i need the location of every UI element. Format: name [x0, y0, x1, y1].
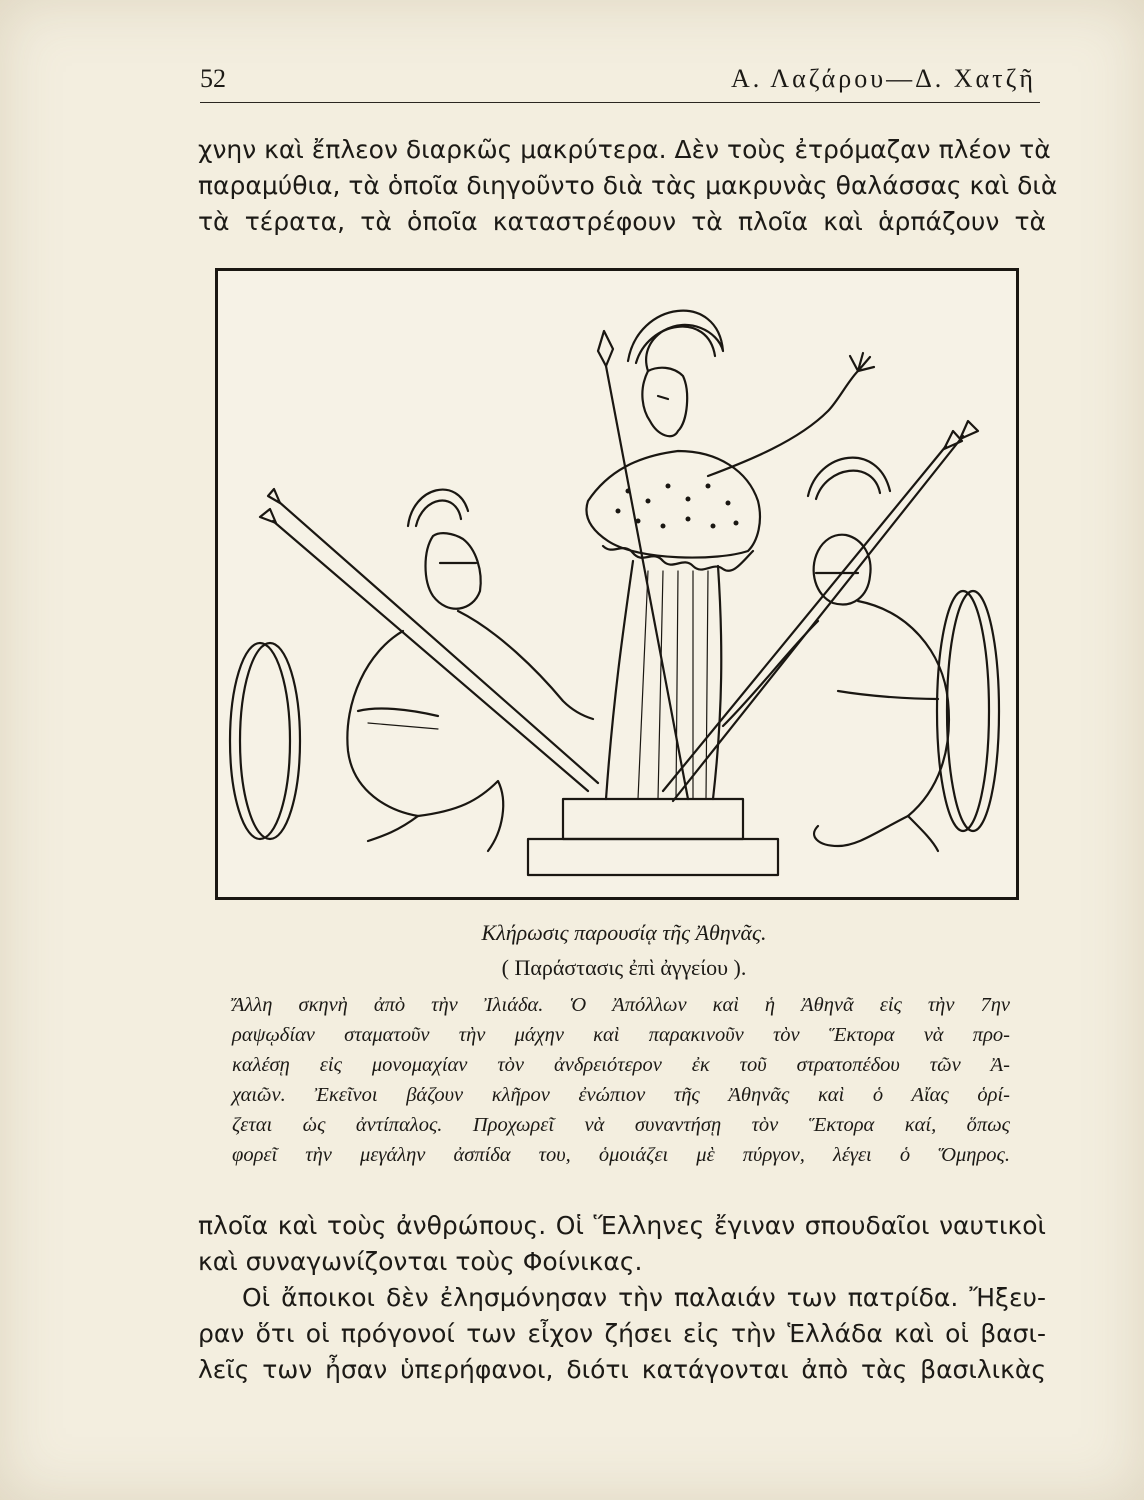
caption-line: καλέσῃ εἰς μονομαχίαν τὸν ἀνδρειότερον ἐκ τοῦ στρατοπέδου τῶν Ἀ- — [232, 1054, 1010, 1076]
running-title: Α. Λαζάρου—Δ. Χατζῆ — [730, 64, 1036, 93]
text-line: λεῖς των ἦσαν ὑπερήφανοι, διότι κατάγονται ἀπὸ τὰς βασιλικὰς — [198, 1355, 1046, 1384]
figure-caption-title: Κλήρωσις παρουσίᾳ τῆς Ἀθηνᾶς. — [481, 920, 767, 945]
text-line: ραν ὅτι οἱ πρόγονοί των εἶχον ζήσει εἰς τὴν Ἑλλάδα καὶ οἱ βασι- — [198, 1319, 1046, 1348]
vase-illustration — [215, 268, 1019, 900]
caption-line: ζεται ὡς ἀντίπαλος. Προχωρεῖ νὰ συναντήσῃ τὸν Ἕκτορα καί, ὅπως — [232, 1114, 1010, 1136]
left-warrior — [230, 489, 598, 851]
figure-caption-subtitle: ( Παράστασις ἐπὶ ἀγγείου ). — [501, 955, 747, 980]
athena-figure — [586, 311, 874, 799]
page-header — [200, 62, 1040, 103]
text-line: παραμύθια, τὰ ὁποῖα διηγοῦντο διὰ τὰς μακρυνὰς θαλάσσας καὶ διὰ — [198, 171, 1058, 200]
caption-line: Ἄλλη σκηνὴ ἀπὸ τὴν Ἰλιάδα. Ὁ Ἀπόλλων καὶ ἡ Ἀθηνᾶ εἰς τὴν 7ην — [232, 994, 1010, 1016]
page-number: 52 — [200, 64, 226, 93]
caption-line: φορεῖ τὴν μεγάλην ἀσπίδα του, ὁμοιάζει μὲ πύργον, λέγει ὁ Ὅμηρος. — [232, 1144, 1010, 1166]
paragraph-bottom — [198, 1208, 1046, 1388]
text-line: τὰ τέρατα, τὰ ὁποῖα καταστρέφουν τὰ πλοῖα καὶ ἁρπάζουν τὰ — [198, 207, 1046, 236]
paragraph-top — [198, 132, 1058, 240]
text-line: καὶ συναγωνίζονται τοὺς Φοίνικας. — [198, 1247, 643, 1276]
caption-line: χαιῶν. Ἐκεῖνοι βάζουν κλῆρον ἐνώπιον τῆς Ἀθηνᾶς καὶ ὁ Αἴας ὁρί- — [232, 1084, 1010, 1106]
figure-caption-text — [232, 990, 1010, 1170]
text-line: χνην καὶ ἔπλεον διαρκῶς μακρύτερα. Δὲν τοὺς ἐτρόμαζαν πλέον τὰ — [198, 135, 1051, 164]
text-line: πλοῖα καὶ τοὺς ἀνθρώπους. Οἱ Ἕλληνες ἔγιναν σπουδαῖοι ναυτικοὶ — [198, 1211, 1046, 1240]
text-line: Οἱ ἄποικοι δὲν ἐλησμόνησαν τὴν παλαιάν των πατρίδα. Ἤξευ- — [242, 1283, 1046, 1312]
caption-line: ραψῳδίαν σταματοῦν τὴν μάχην καὶ παρακινοῦν τὸν Ἕκτορα νὰ προ- — [232, 1024, 1010, 1046]
vase-drawing — [218, 271, 1016, 897]
altar — [528, 799, 778, 875]
